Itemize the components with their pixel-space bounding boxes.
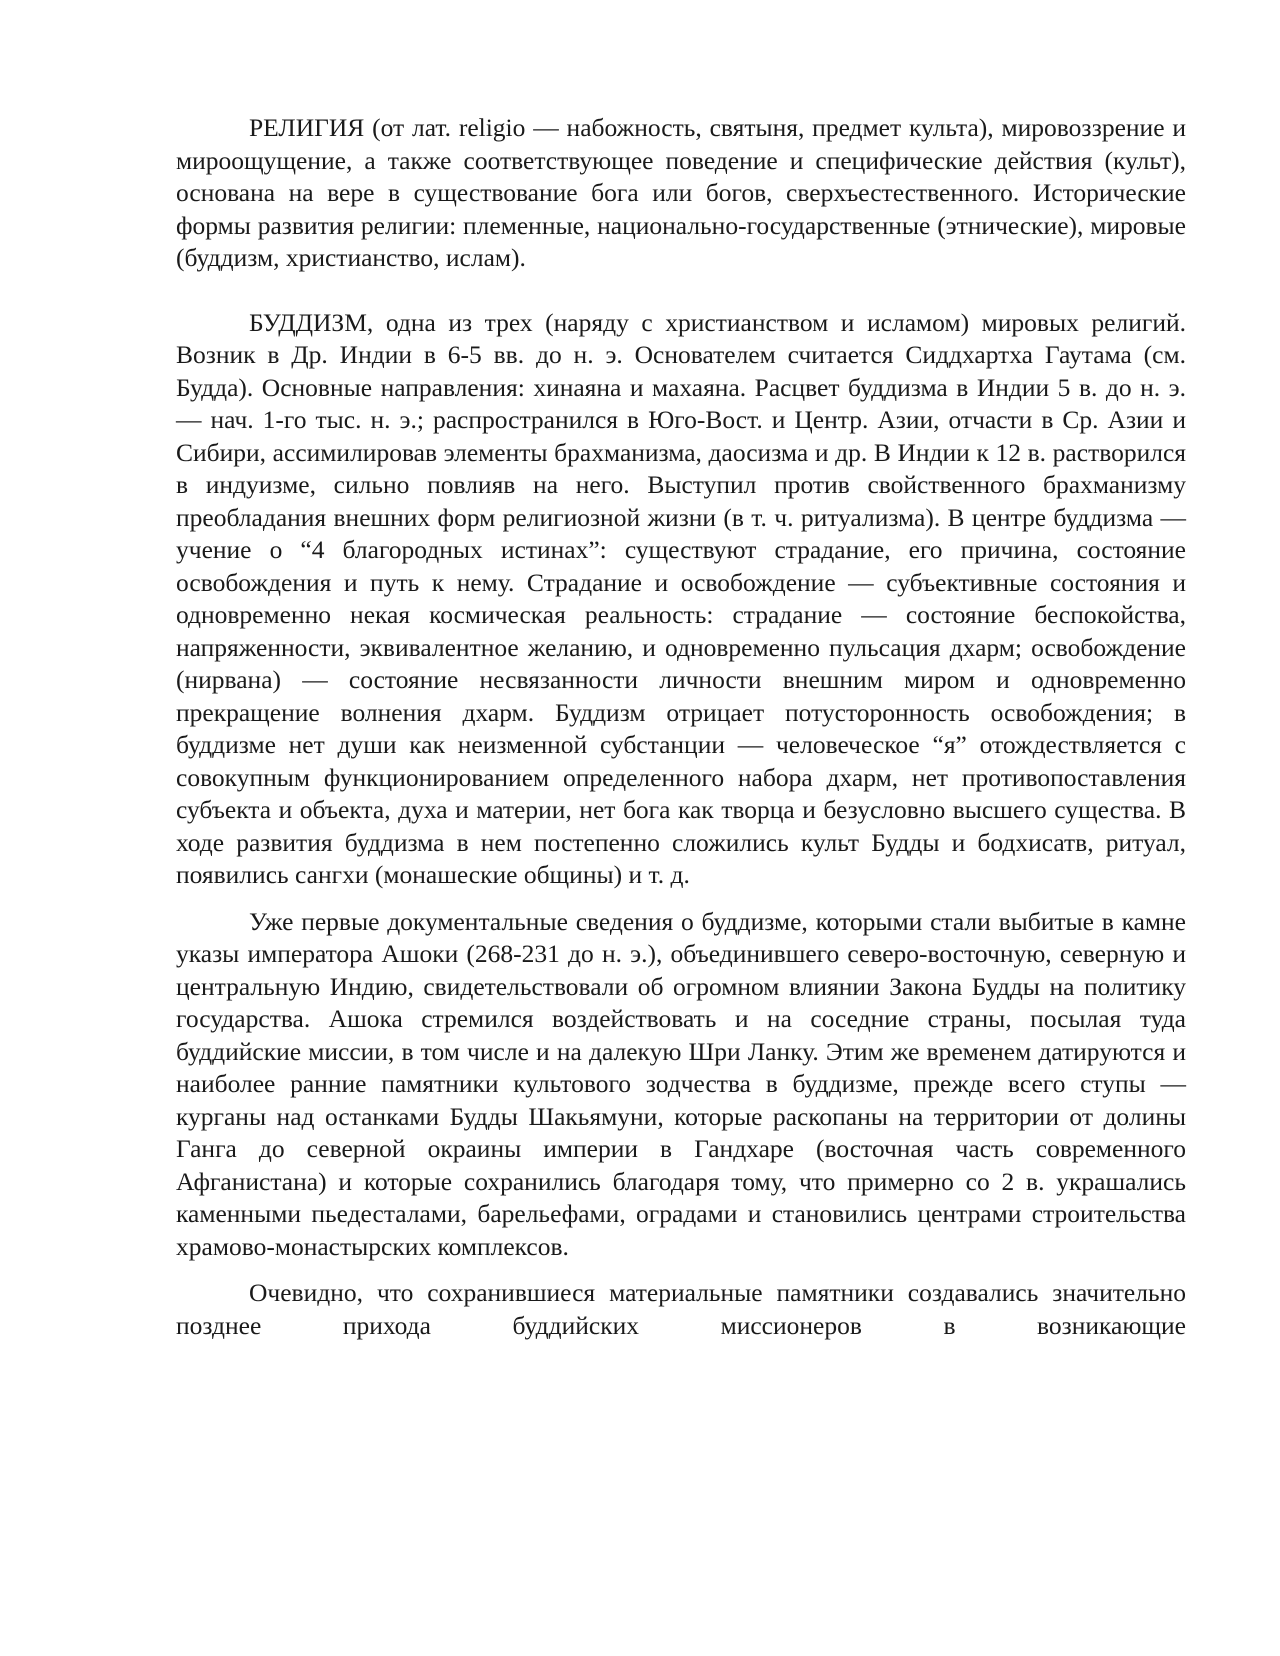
document-page (176, 112, 1186, 1342)
paragraph-buddhism: БУДДИЗМ, одна из трех (наряду с христианством и исламом) мировых религий. Возник в Др. Индии в 6-5 вв. до н. э. Основателем считается Сиддхартха Гаутама (см. Будда). Основные направления: хинаяна и махаяна. Расцвет буддизма в Индии 5 в. до н. э. — нач. 1-го тыс. н. э.; распространился в Юго-Вост. и Центр. Азии, отчасти в Ср. Азии и Сибири, ассимилировав элементы брахманизма, даосизма и др. В Индии к 12 в. растворился в индуизме, сильно повлияв на него. Выступил против свойственного брахманизму преобладания внешних форм религиозной жизни (в т. ч. ритуализма). В центре буддизма — учение о “4 благородных истинах”: существуют страдание, его причина, состояние освобождения и путь к нему. Страдание и освобождение — субъективные состояния и одновременно некая космическая реальность: страдание — состояние беспокойства, напряженности, эквивалентное желанию, и одновременно пульсация дхарм; освобождение (нирвана) — состояние несвязанности личности внешним миром и одновременно прекращение волнения дхарм. Буддизм отрицает потусторонность освобождения; в буддизме нет души как неизменной субстанции — человеческое “я” отождествляется с совокупным функционированием определенного набора дхарм, нет противопоставления субъекта и объекта, духа и материи, нет бога как творца и безусловно высшего существа. В ходе развития буддизма в нем постепенно сложились культ Будды и бодхисатв, ритуал, появились сангхи (монашеские общины) и т. д. (176, 307, 1186, 889)
paragraph-monuments: Очевидно, что сохранившиеся материальные памятники создавались значительно позднее прихода буддийских миссионеров в возникающие (176, 1278, 1186, 1340)
paragraph-ashoka: Уже первые документальные сведения о буддизме, которыми стали выбитые в камне указы императора Ашоки (268-231 до н. э.), объединившего северо-восточную, северную и центральную Индию, свидетельствовали об огромном влиянии Закона Будды на политику государства. Ашока стремился воздействовать и на соседние страны, посылая туда буддийские миссии, в том числе и на далекую Шри Ланку. Этим же временем датируются и наиболее ранние памятники культового зодчества в буддизме, прежде всего ступы — курганы над останками Будды Шакьямуни, которые раскопаны на территории от долины Ганга до северной окраины империи в Гандхаре (восточная часть современного Афганистана) и которые сохранились благодаря тому, что примерно со 2 в. украшались каменными пьедесталами, барельефами, оградами и становились центрами строительства храмово-монастырских комплексов. (176, 906, 1186, 1261)
paragraph-religion: РЕЛИГИЯ (от лат. religio — набожность, святыня, предмет культа), мировоззрение и мироощущение, а также соответствующее поведение и специфические действия (культ), основана на вере в существование бога или богов, сверхъестественного. Исторические формы развития религии: племенные, национально-государственные (этнические), мировые (буддизм, христианство, ислам). (176, 113, 1186, 272)
